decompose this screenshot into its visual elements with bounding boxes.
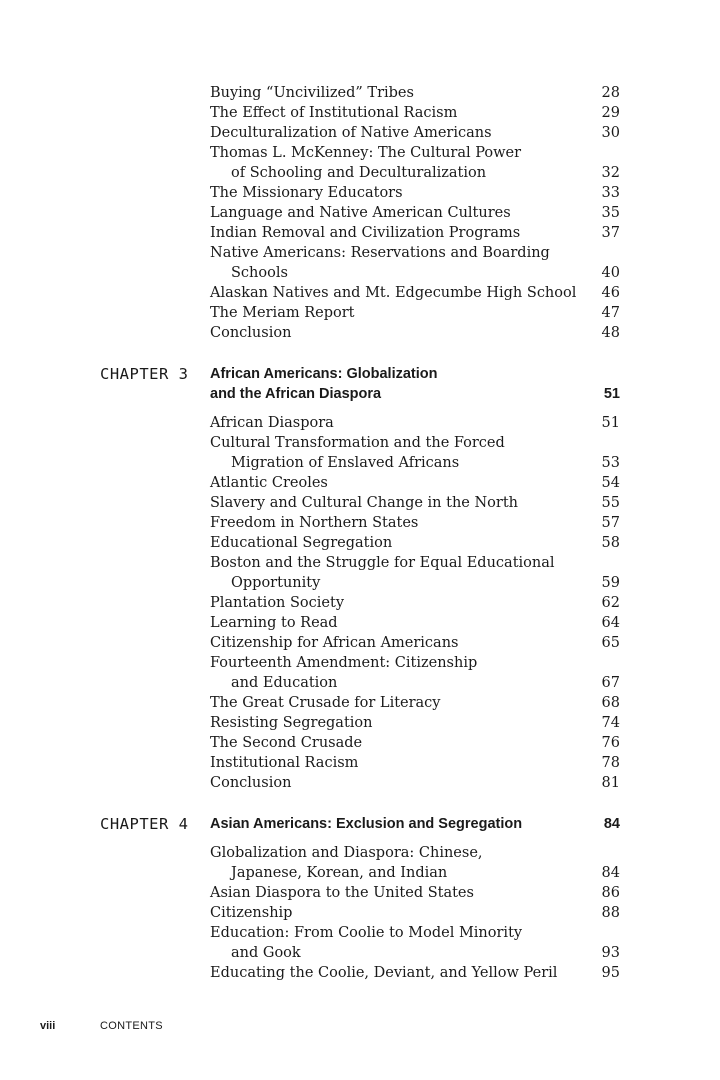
toc-entry	[210, 693, 620, 713]
toc-entry-line	[210, 183, 620, 203]
toc-entry-page: 32	[601, 165, 620, 181]
toc-entry-title: and Gook	[231, 945, 301, 961]
toc-entry-page: 47	[601, 305, 620, 321]
toc-entry-line	[210, 653, 620, 673]
toc-entry-page: 37	[601, 225, 620, 241]
toc-entry-page: 54	[601, 475, 620, 491]
toc-entry	[210, 533, 620, 553]
toc-entry-page: 33	[601, 185, 620, 201]
toc-entry-title: of Schooling and Deculturalization	[231, 165, 487, 181]
chapter-page-number: 84	[603, 816, 620, 832]
toc-entry-line	[210, 613, 620, 633]
toc-entry-line	[210, 633, 620, 653]
toc-entry	[210, 183, 620, 203]
toc-entry	[210, 553, 620, 593]
toc-entry-title: Asian Diaspora to the United States	[210, 885, 474, 901]
toc-entry-page: 57	[601, 515, 620, 531]
chapter-label: CHAPTER 3	[100, 365, 189, 383]
toc-entry-title: The Meriam Report	[210, 305, 355, 321]
toc-entry-title: The Missionary Educators	[210, 185, 403, 201]
toc-entry-title: Alaskan Natives and Mt. Edgecumbe High School	[210, 285, 577, 301]
toc-entry-line	[210, 693, 620, 713]
toc-entry-title: Deculturalization of Native Americans	[210, 125, 492, 141]
chapter-title-line	[210, 814, 620, 834]
toc-entry	[210, 653, 620, 693]
chapter-title-text: and the African Diaspora	[210, 386, 382, 402]
toc-entry	[210, 243, 620, 283]
chapter-title	[210, 814, 620, 834]
toc-entry-page: 84	[601, 865, 620, 881]
toc-entry-line	[210, 843, 620, 863]
toc-entry	[210, 303, 620, 323]
toc-entry-title: Migration of Enslaved Africans	[231, 455, 460, 471]
toc-entry	[210, 103, 620, 123]
toc-entry	[210, 433, 620, 473]
toc-entry-line	[210, 553, 620, 573]
toc-entry	[210, 223, 620, 243]
toc-entry	[210, 413, 620, 433]
toc-entry-line	[210, 83, 620, 103]
toc-entry-title: Conclusion	[210, 325, 292, 341]
toc-entry-title: Freedom in Northern States	[210, 515, 419, 531]
toc-entry-line	[210, 773, 620, 793]
toc-entry-line	[210, 533, 620, 553]
toc-entry-page: 65	[601, 635, 620, 651]
toc-entry	[210, 883, 620, 903]
toc-entry-title: Institutional Racism	[210, 755, 359, 771]
toc-entry	[210, 593, 620, 613]
toc-entry-title: Thomas L. McKenney: The Cultural Power	[210, 145, 522, 161]
toc-entry-title: Schools	[231, 265, 288, 281]
toc-entry-line	[210, 923, 620, 943]
toc-entry-line	[210, 143, 620, 163]
toc-entry-page: 95	[601, 965, 620, 981]
toc-entry-line	[210, 203, 620, 223]
toc-entry-line	[210, 323, 620, 343]
toc-entry-line	[210, 303, 620, 323]
toc-entry-page: 51	[601, 415, 620, 431]
toc-entry-title: Education: From Coolie to Model Minority	[210, 925, 523, 941]
toc-entry	[210, 83, 620, 103]
toc-entry-page: 68	[601, 695, 620, 711]
toc-entry-line	[210, 513, 620, 533]
toc-entry	[210, 323, 620, 343]
toc-entry-title: Citizenship for African Americans	[210, 635, 459, 651]
toc-entry-title: Language and Native American Cultures	[210, 205, 511, 221]
toc-entry	[210, 473, 620, 493]
toc-entry	[210, 493, 620, 513]
toc-entry-line	[210, 573, 620, 593]
chapter-title	[210, 364, 620, 404]
toc-entry-page: 29	[601, 105, 620, 121]
toc-entry	[210, 283, 620, 303]
toc-entry	[210, 633, 620, 653]
toc-entry	[210, 733, 620, 753]
toc-entry-line	[210, 283, 620, 303]
toc-entry-line	[210, 713, 620, 733]
toc-entry-page: 59	[601, 575, 620, 591]
toc-entry-page: 46	[601, 285, 620, 301]
toc-entry-title: African Diaspora	[210, 415, 334, 431]
toc-entry	[210, 613, 620, 633]
chapter-title-text: Asian Americans: Exclusion and Segregation	[210, 816, 523, 832]
toc-entry-title: Resisting Segregation	[210, 715, 373, 731]
toc-entry-line	[210, 413, 620, 433]
toc-entry	[210, 963, 620, 983]
chapter-title-line	[210, 364, 620, 384]
toc-entry-line	[210, 883, 620, 903]
toc-entry-title: The Second Crusade	[210, 735, 363, 751]
page-number: viii	[40, 1020, 56, 1032]
toc-entry-page: 76	[601, 735, 620, 751]
toc-entry-title: Citizenship	[210, 905, 293, 921]
toc-entry-line	[210, 593, 620, 613]
chapter-title-text: African Americans: Globalization	[210, 366, 438, 382]
toc-entry-page: 35	[601, 205, 620, 221]
chapter-label: CHAPTER 4	[100, 815, 189, 833]
toc-section-african-americans	[210, 413, 620, 793]
toc-entry-line	[210, 903, 620, 923]
toc-entry-title: Japanese, Korean, and Indian	[231, 865, 448, 881]
toc-entry-title: Learning to Read	[210, 615, 338, 631]
toc-entry-page: 62	[601, 595, 620, 611]
toc-entry-title: The Effect of Institutional Racism	[210, 105, 458, 121]
toc-entry	[210, 773, 620, 793]
toc-entry	[210, 713, 620, 733]
chapter-title-line	[210, 384, 620, 404]
toc-entry-line	[210, 733, 620, 753]
toc-entry-page: 88	[601, 905, 620, 921]
toc-entry-line	[210, 433, 620, 453]
toc-entry-line	[210, 163, 620, 183]
toc-entry-page: 64	[601, 615, 620, 631]
toc-entry-title: Opportunity	[231, 575, 321, 591]
toc-entry-page: 86	[601, 885, 620, 901]
toc-entry	[210, 903, 620, 923]
toc-entry-title: Conclusion	[210, 775, 292, 791]
toc-entry	[210, 513, 620, 533]
toc-entry-line	[210, 943, 620, 963]
toc-entry	[210, 843, 620, 883]
toc-entry-title: Globalization and Diaspora: Chinese,	[210, 845, 483, 861]
toc-entry-title: Atlantic Creoles	[210, 475, 328, 491]
toc-entry-line	[210, 263, 620, 283]
toc-entry-line	[210, 453, 620, 473]
toc-entry	[210, 143, 620, 183]
toc-entry-line	[210, 123, 620, 143]
toc-entry-page: 93	[601, 945, 620, 961]
toc-entry	[210, 923, 620, 963]
toc-entry-page: 48	[601, 325, 620, 341]
toc-entry-page: 78	[601, 755, 620, 771]
toc-entry-page: 30	[601, 125, 620, 141]
toc-entry-title: Buying “Uncivilized” Tribes	[210, 85, 414, 101]
toc-entry-line	[210, 963, 620, 983]
toc-section-native-americans	[210, 83, 620, 343]
toc-entry-title: The Great Crusade for Literacy	[210, 695, 441, 711]
chapter-page-number: 51	[603, 386, 620, 402]
toc-entry-line	[210, 103, 620, 123]
toc-entry-title: Educational Segregation	[210, 535, 393, 551]
toc-entry	[210, 203, 620, 223]
toc-entry-line	[210, 673, 620, 693]
toc-entry-page: 28	[601, 85, 620, 101]
toc-entry-line	[210, 243, 620, 263]
toc-entry-line	[210, 223, 620, 243]
toc-entry-title: Plantation Society	[210, 595, 345, 611]
toc-entry-title: Boston and the Struggle for Equal Educational	[210, 555, 555, 571]
toc-entry-page: 40	[601, 265, 620, 281]
toc-section-asian-americans	[210, 843, 620, 983]
toc-entry-page: 67	[601, 675, 620, 691]
running-head: CONTENTS	[100, 1020, 163, 1032]
toc-entry-line	[210, 493, 620, 513]
toc-entry-title: Indian Removal and Civilization Programs	[210, 225, 521, 241]
toc-entry	[210, 753, 620, 773]
toc-entry-title: Native Americans: Reservations and Boarding	[210, 245, 550, 261]
toc-entry-line	[210, 473, 620, 493]
toc-entry-page: 53	[601, 455, 620, 471]
toc-entry-title: Educating the Coolie, Deviant, and Yellow Peril	[210, 965, 558, 981]
toc-entry-title: Cultural Transformation and the Forced	[210, 435, 505, 451]
toc-entry-page: 58	[601, 535, 620, 551]
toc-entry-line	[210, 753, 620, 773]
toc-entry-line	[210, 863, 620, 883]
toc-entry	[210, 123, 620, 143]
toc-entry-page: 55	[601, 495, 620, 511]
toc-entry-title: and Education	[231, 675, 338, 691]
toc-entry-title: Fourteenth Amendment: Citizenship	[210, 655, 478, 671]
toc-entry-page: 81	[601, 775, 620, 791]
toc-entry-page: 74	[601, 715, 620, 731]
toc-entry-title: Slavery and Cultural Change in the North	[210, 495, 518, 511]
